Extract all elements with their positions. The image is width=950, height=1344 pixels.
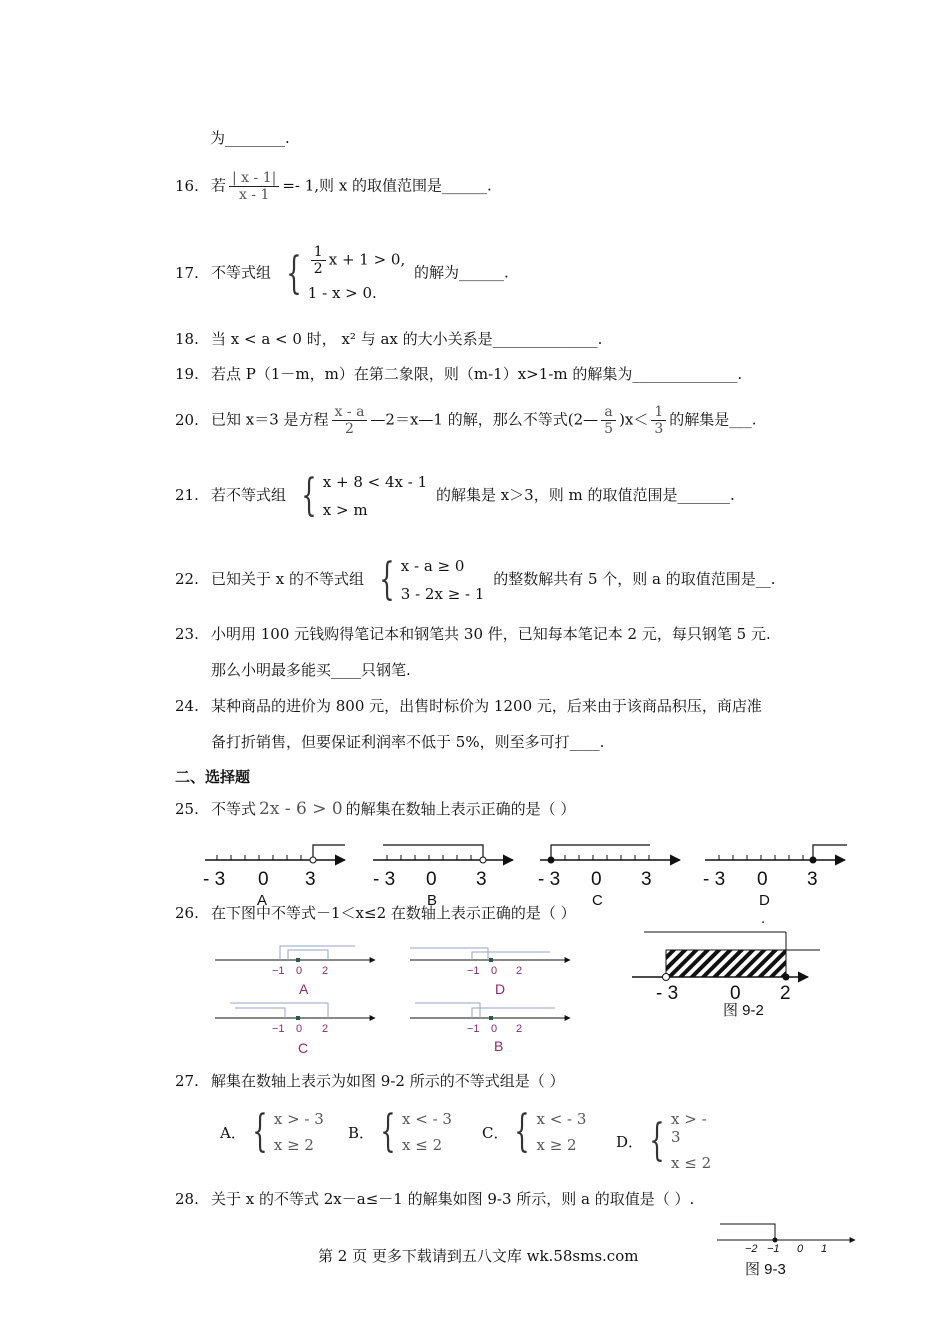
hatched-region <box>666 950 786 977</box>
q15-tail: 为________. <box>210 129 290 147</box>
svg-text:−1: −1 <box>272 1023 285 1035</box>
inequality-system: { x - a ≥ 0 3 - 2x ≥ - 1 <box>379 554 485 605</box>
question-27: 27. 解集在数轴上表示为如图 9-2 所示的不等式组是（ ） <box>175 1072 565 1090</box>
tick-label: 0 <box>258 869 269 890</box>
question-17: 17. 不等式组 { $\frac{1}{2}$ x + 1 > 0, 1 - x > 0. 的解为______. <box>175 244 509 302</box>
inequality-system: { $\frac{1}{2}$ x + 1 > 0, 1 - x > 0. <box>286 244 406 302</box>
left-brace: { <box>379 554 395 605</box>
number-line-option-a[interactable] <box>215 946 375 962</box>
option-letter-a: A <box>299 981 309 997</box>
question-number: 17. <box>175 263 199 282</box>
tick-label: 3 <box>305 869 316 890</box>
svg-text:2: 2 <box>322 1023 329 1035</box>
tick-label: 0 <box>797 1243 804 1255</box>
page-footer: 第 2 页 更多下载请到五八文库 wk.58sms.com <box>318 1247 639 1265</box>
question-18: 18. 当 x < a < 0 时， x² 与 ax 的大小关系是______________. <box>175 330 603 348</box>
option-letter-b: B <box>427 892 438 909</box>
open-point <box>480 857 486 863</box>
inequality-system: { x + 8 < 4x - 1 x > m <box>301 470 428 521</box>
number-line-option-b[interactable] <box>373 845 513 863</box>
tick-label: 0 <box>757 869 768 890</box>
option-letter-c: C <box>298 1040 309 1056</box>
tick-label: 0 <box>730 983 741 1004</box>
question-number: 18. <box>175 330 199 348</box>
svg-text:−1: −1 <box>272 965 285 977</box>
question-number: 22. <box>175 570 199 588</box>
question-16: 16. 若 $\frac{| x - 1|}{x - 1}$ =- 1,则 x 的取值范围是______. <box>175 170 492 203</box>
figure-9-2 <box>628 925 828 1025</box>
open-point <box>663 974 670 981</box>
question-21: 21. 若不等式组 { x + 8 < 4x - 1 x > m 的解集是 x＞3，则 m 的取值范围是_______. <box>175 470 735 521</box>
fraction: $\frac{| x - 1|}{x - 1}$ <box>229 170 279 203</box>
dot-mark: . <box>761 910 766 925</box>
option-letter-d: D <box>495 981 506 997</box>
tick-label: - 3 <box>656 983 679 1004</box>
svg-text:2: 2 <box>322 965 329 977</box>
tick-label: 3 <box>641 869 652 890</box>
question-23-line2: 那么小明最多能买____只钢笔. <box>211 661 411 679</box>
question-number: 23. <box>175 625 199 643</box>
question-25: 25. 不等式 2x - 6 > 0 的解集在数轴上表示正确的是（ ） <box>175 799 576 819</box>
question-24: 24. 某种商品的进价为 800 元，出售时标价为 1200 元，后来由于该商品积压，商店准 <box>175 697 762 715</box>
question-19: 19. 若点 P（1－m，m）在第二象限，则（m-1）x>1-m 的解集为______________. <box>175 365 743 383</box>
option-letter-d: D <box>759 892 770 909</box>
question-26: 26. 在下图中不等式－1＜x≤2 在数轴上表示正确的是（ ） <box>175 904 576 922</box>
tick-label: 0 <box>591 869 602 890</box>
number-line-option-b[interactable] <box>410 1003 570 1020</box>
closed-point <box>548 857 554 863</box>
figure-caption: 图 9-3 <box>745 1261 786 1278</box>
open-point <box>310 857 316 863</box>
question-number: 25. <box>175 800 199 818</box>
option-b[interactable]: B． { x < - 3 x ≤ 2 <box>348 1106 452 1157</box>
svg-text:2: 2 <box>516 965 523 977</box>
number-line-option-d[interactable] <box>410 948 570 962</box>
number-line-option-c[interactable] <box>215 1003 375 1020</box>
svg-text:0: 0 <box>296 1023 303 1035</box>
number-line-option-d[interactable] <box>705 845 847 863</box>
q26-number-lines <box>210 938 590 1063</box>
question-number: 19. <box>175 365 199 383</box>
tick-label: 0 <box>426 869 437 890</box>
number-line-option-a[interactable] <box>205 845 345 863</box>
question-number: 26. <box>175 904 199 922</box>
closed-point <box>773 1238 778 1243</box>
svg-text:0: 0 <box>491 1023 498 1035</box>
tick-label: - 3 <box>373 869 396 890</box>
left-brace: { <box>301 470 317 521</box>
question-28: 28. 关于 x 的不等式 2x－a≤－1 的解集如图 9-3 所示，则 a 的取值是（ ）. <box>175 1190 695 1208</box>
question-20: 20. 已知 x＝3 是方程 $\frac{x - a}{2}$ —2＝x—1 的解，那么不等式(2— $\frac{a}{5}$ )x＜ $\frac{1}{3}$ 的解集是___. <box>175 404 757 437</box>
tick-label: 3 <box>476 869 487 890</box>
svg-text:0: 0 <box>491 965 498 977</box>
tick-label: 1 <box>821 1243 828 1255</box>
question-number: 16. <box>175 176 199 195</box>
figure-caption: 图 9-2 <box>723 1002 764 1019</box>
number-line-option-c[interactable] <box>540 845 680 863</box>
option-d[interactable]: D． { x > - 3 x ≤ 2 <box>616 1110 712 1172</box>
tick-label: 3 <box>807 869 818 890</box>
section-heading: 二、选择题 <box>175 768 251 786</box>
tick-label: 2 <box>780 983 791 1004</box>
question-22: 22. 已知关于 x 的不等式组 { x - a ≥ 0 3 - 2x ≥ - 1 的整数解共有 5 个，则 a 的取值范围是__. <box>175 554 776 605</box>
left-brace: { <box>286 247 302 299</box>
question-number: 24. <box>175 697 199 715</box>
svg-text:−1: −1 <box>467 1023 480 1035</box>
question-number: 21. <box>175 486 199 504</box>
question-23: 23. 小明用 100 元钱购得笔记本和钢笔共 30 件，已知每本笔记本 2 元，每只钢笔 5 元. <box>175 625 771 643</box>
q27-options <box>216 1106 716 1172</box>
closed-point <box>810 857 816 863</box>
svg-text:−1: −1 <box>467 965 480 977</box>
question-number: 27. <box>175 1072 199 1090</box>
question-number: 20. <box>175 410 199 429</box>
svg-text:0: 0 <box>296 965 303 977</box>
tick-label: - 3 <box>538 869 561 890</box>
tick-label: - 3 <box>703 869 726 890</box>
figure-9-3 <box>715 1218 865 1280</box>
tick-label: −1 <box>767 1243 780 1255</box>
tick-label: −2 <box>745 1243 758 1255</box>
option-letter-c: C <box>592 892 603 909</box>
question-24-line2: 备打折销售，但要保证利润率不低于 5%，则至多可打____. <box>211 733 605 751</box>
option-letter-a: A <box>257 892 268 909</box>
option-letter-b: B <box>494 1038 504 1054</box>
tick-label: - 3 <box>203 869 226 890</box>
option-a[interactable]: A． { x > - 3 x ≥ 2 <box>220 1106 324 1157</box>
option-c[interactable]: C． { x < - 3 x ≥ 2 <box>482 1106 587 1157</box>
question-number: 28. <box>175 1190 199 1208</box>
svg-text:2: 2 <box>516 1023 523 1035</box>
closed-point <box>783 974 790 981</box>
